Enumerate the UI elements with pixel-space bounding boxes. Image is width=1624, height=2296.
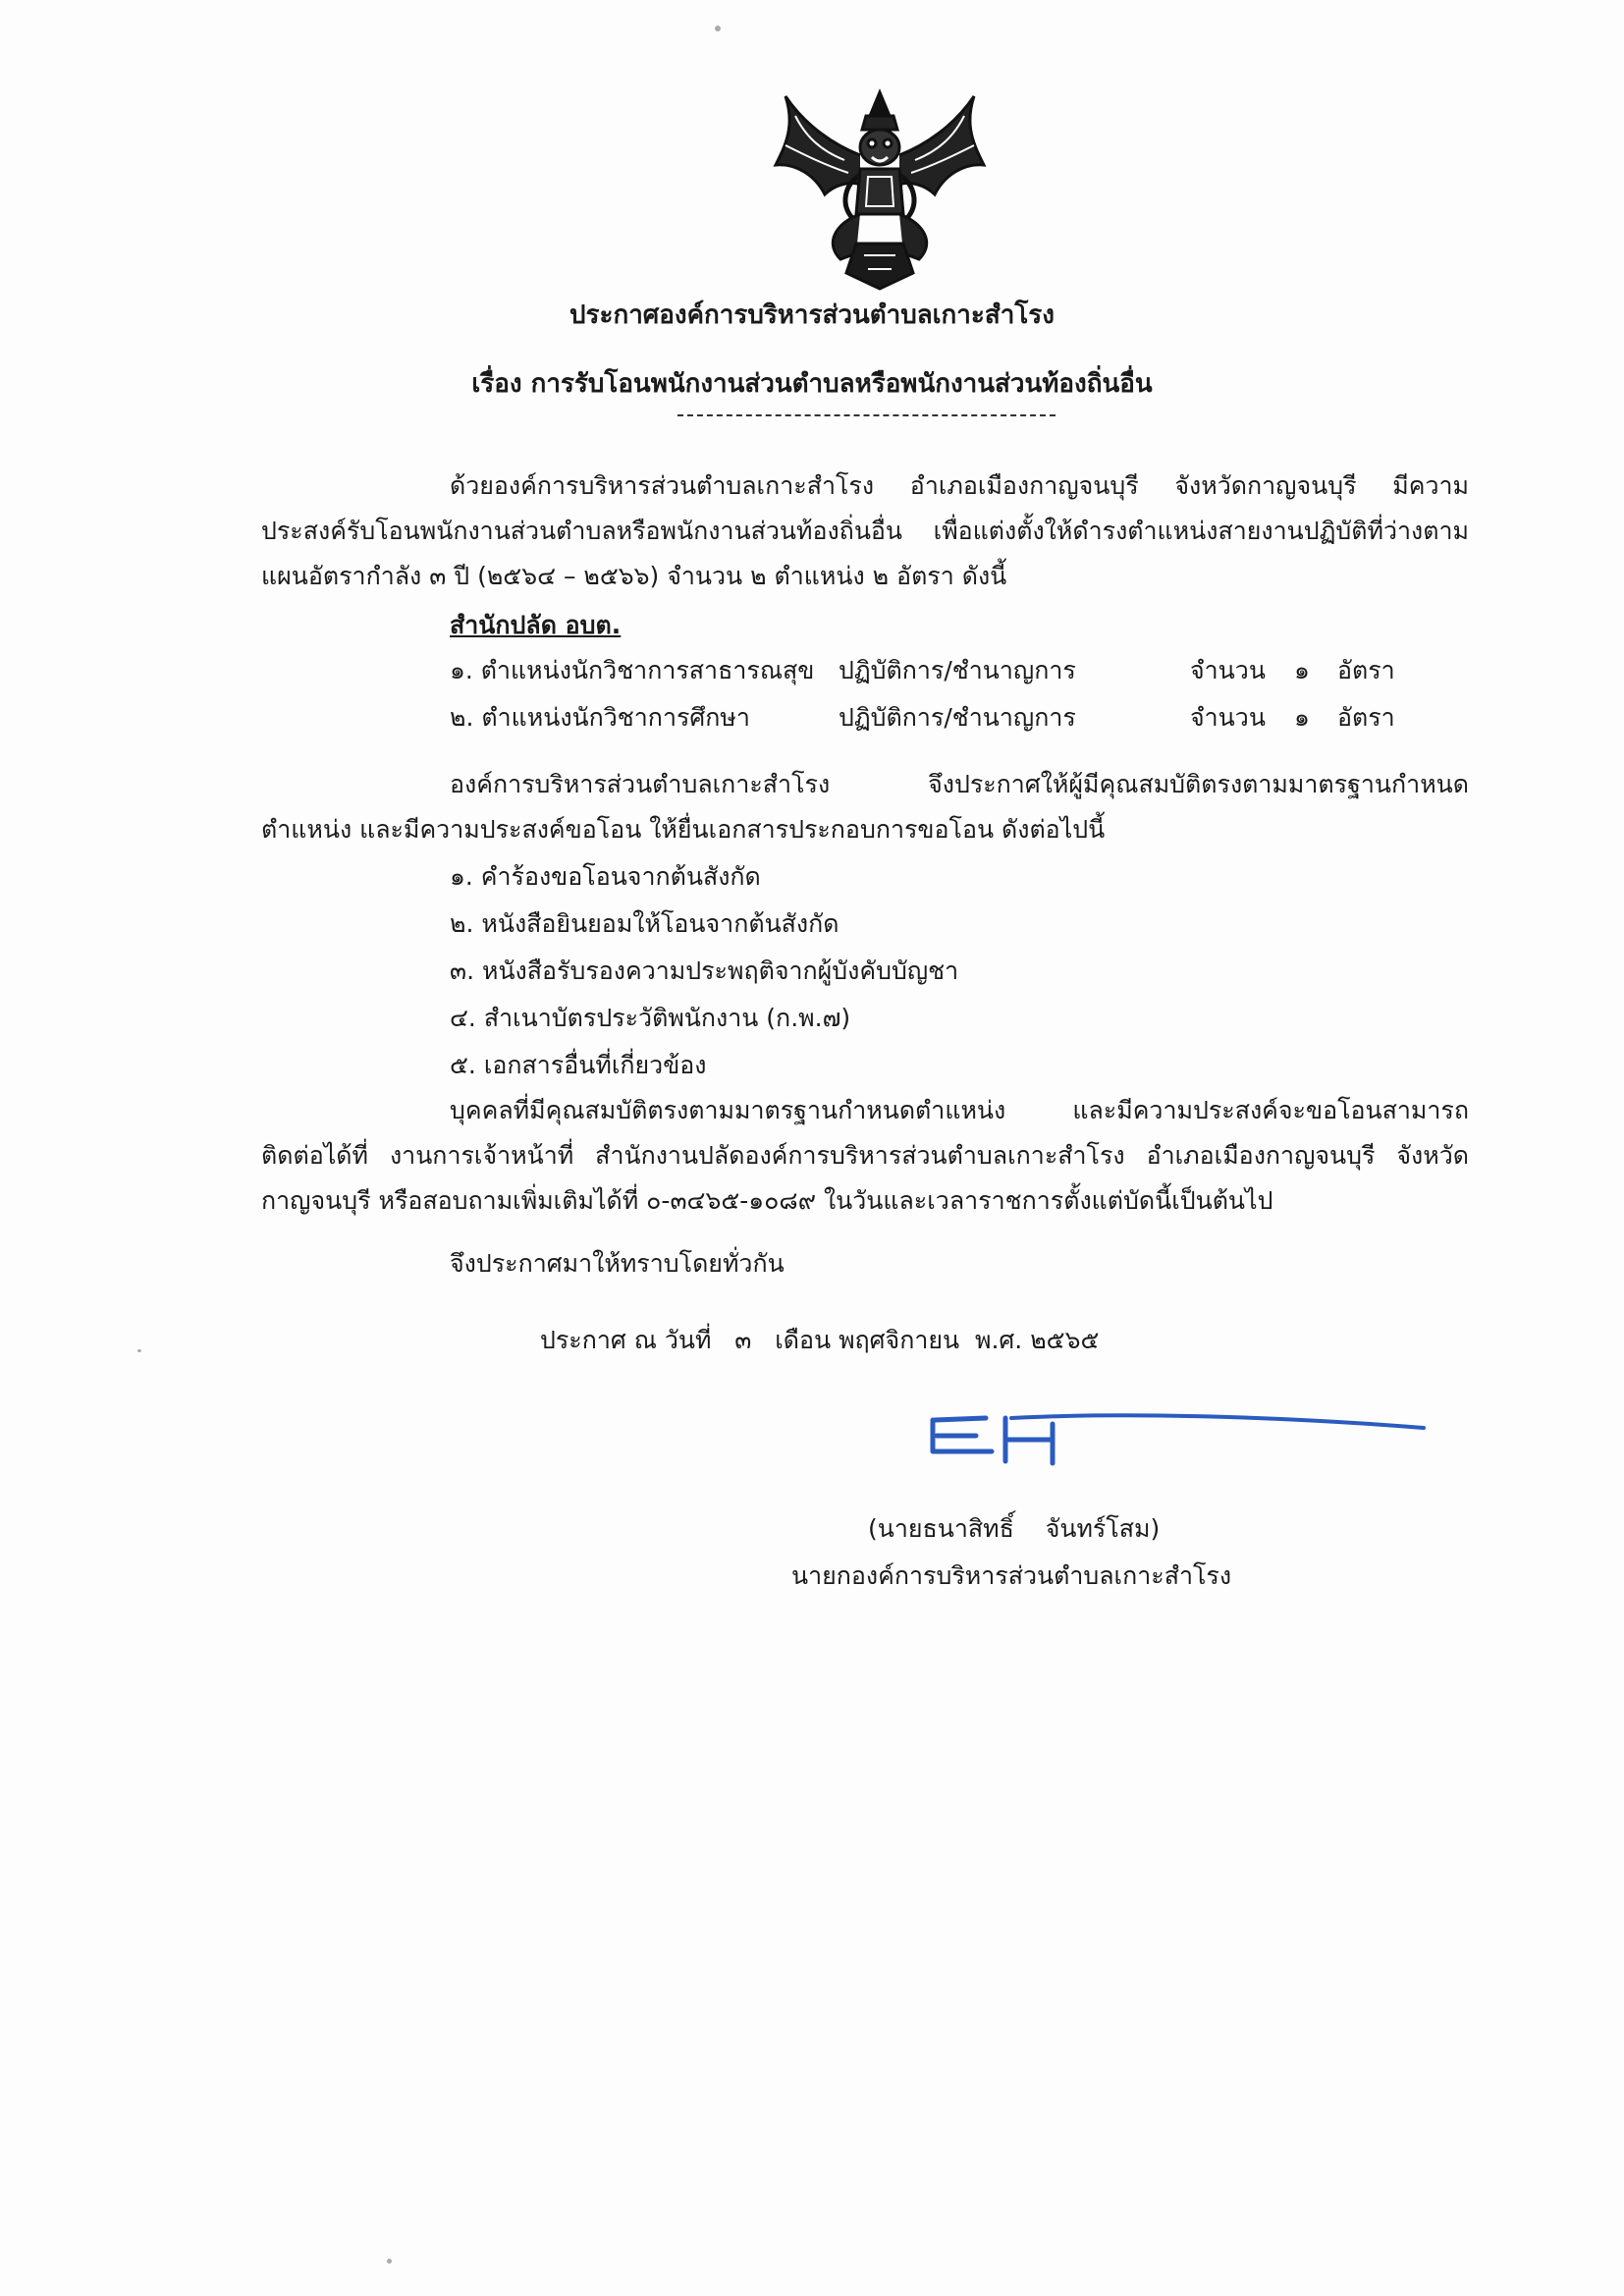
signature-mark-icon bbox=[923, 1404, 1434, 1493]
subject-line: เรื่อง การรับโอนพนักงานส่วนตำบลหรือพนักงานส่วนท้องถิ่นอื่น bbox=[471, 369, 1153, 399]
requirements-paragraph: องค์การบริหารส่วนตำบลเกาะสำโรง จึงประกาศให้ผู้มีคุณสมบัติตรงตามมาตรฐานกำหนดตำแหน่ง และมีความประสงค์ขอโอน ให้ยื่นเอกสารประกอบการขอโอน ดังต่อไปนี้ bbox=[261, 770, 1469, 844]
position-level: ปฏิบัติการ/ชำนาญการ bbox=[839, 656, 1076, 684]
signer-position: นายกองค์การบริหารส่วนตำบลเกาะสำโรง bbox=[791, 1561, 1232, 1590]
contact-paragraph: บุคคลที่มีคุณสมบัติตรงตามมาตรฐานกำหนดตำแหน่ง และมีความประสงค์จะขอโอนสามารถติดต่อได้ที่ งานการเจ้าหน้าที่ สำนักงานปลัดองค์การบริหารส่วนตำบลเกาะสำโรง อำเภอเมืองกาญจนบุรี จังหวัดกาญจนบุรี หรือสอบถามเพิ่มเติมได้ที่ ๐-๓๔๖๕-๑๐๘๙ ในวันและเวลาราชการตั้งแต่บัดนี้เป็นต้นไป bbox=[261, 1096, 1469, 1215]
page-title: ประกาศองค์การบริหารส่วนตำบลเกาะสำโรง bbox=[569, 301, 1055, 330]
document-list-item: ๔. สำเนาบัตรประวัติพนักงาน (ก.พ.๗) bbox=[450, 1004, 851, 1032]
intro-paragraph: ด้วยองค์การบริหารส่วนตำบลเกาะสำโรง อำเภอเมืองกาญจนบุรี จังหวัดกาญจนบุรี มีความประสงค์รับโอนพนักงานส่วนตำบลหรือพนักงานส่วนท้องถิ่นอื่น เพื่อแต่งตั้งให้ดำรงตำแหน่งสายงานปฏิบัติที่ว่างตามแผนอัตรากำลัง ๓ ปี (๒๕๖๔ – ๒๕๖๖) จำนวน ๒ ตำแหน่ง ๒ อัตรา ดังนี้ bbox=[261, 471, 1469, 590]
date-line: ประกาศ ณ วันที่ ๓ เดือน พฤศจิกายน พ.ศ. ๒๕๖๕ bbox=[540, 1326, 1100, 1354]
position-count-label: จำนวน bbox=[1190, 656, 1266, 684]
position-count-label: จำนวน bbox=[1190, 703, 1266, 732]
position-row bbox=[450, 695, 1432, 740]
scan-speck bbox=[137, 1349, 141, 1352]
position-title: ๑. ตำแหน่งนักวิชาการสาธารณสุข bbox=[450, 656, 815, 684]
position-level: ปฏิบัติการ/ชำนาญการ bbox=[839, 703, 1076, 732]
document-list-item: ๓. หนังสือรับรองความประพฤติจากผู้บังคับบัญชา bbox=[450, 957, 959, 985]
scan-speck bbox=[387, 2259, 392, 2264]
scan-speck bbox=[715, 26, 721, 31]
closing-line: จึงประกาศมาให้ทราบโดยทั่วกัน bbox=[450, 1249, 785, 1278]
position-count: ๑ bbox=[1294, 703, 1310, 732]
document-list-item: ๕. เอกสารอื่นที่เกี่ยวข้อง bbox=[450, 1051, 707, 1079]
section-title: สำนักปลัด อบต. bbox=[450, 611, 622, 639]
position-unit: อัตรา bbox=[1337, 703, 1395, 732]
position-count: ๑ bbox=[1294, 656, 1310, 684]
position-row bbox=[450, 648, 1432, 693]
signer-name: (นายธนาสิทธิ์ จันทร์โสม) bbox=[868, 1514, 1161, 1543]
position-unit: อัตรา bbox=[1337, 656, 1395, 684]
garuda-emblem-icon bbox=[766, 86, 994, 295]
title-divider bbox=[677, 414, 1056, 416]
document-list-item: ๒. หนังสือยินยอมให้โอนจากต้นสังกัด bbox=[450, 909, 839, 938]
position-title: ๒. ตำแหน่งนักวิชาการศึกษา bbox=[450, 703, 750, 732]
document-list-item: ๑. คำร้องขอโอนจากต้นสังกัด bbox=[450, 862, 761, 891]
